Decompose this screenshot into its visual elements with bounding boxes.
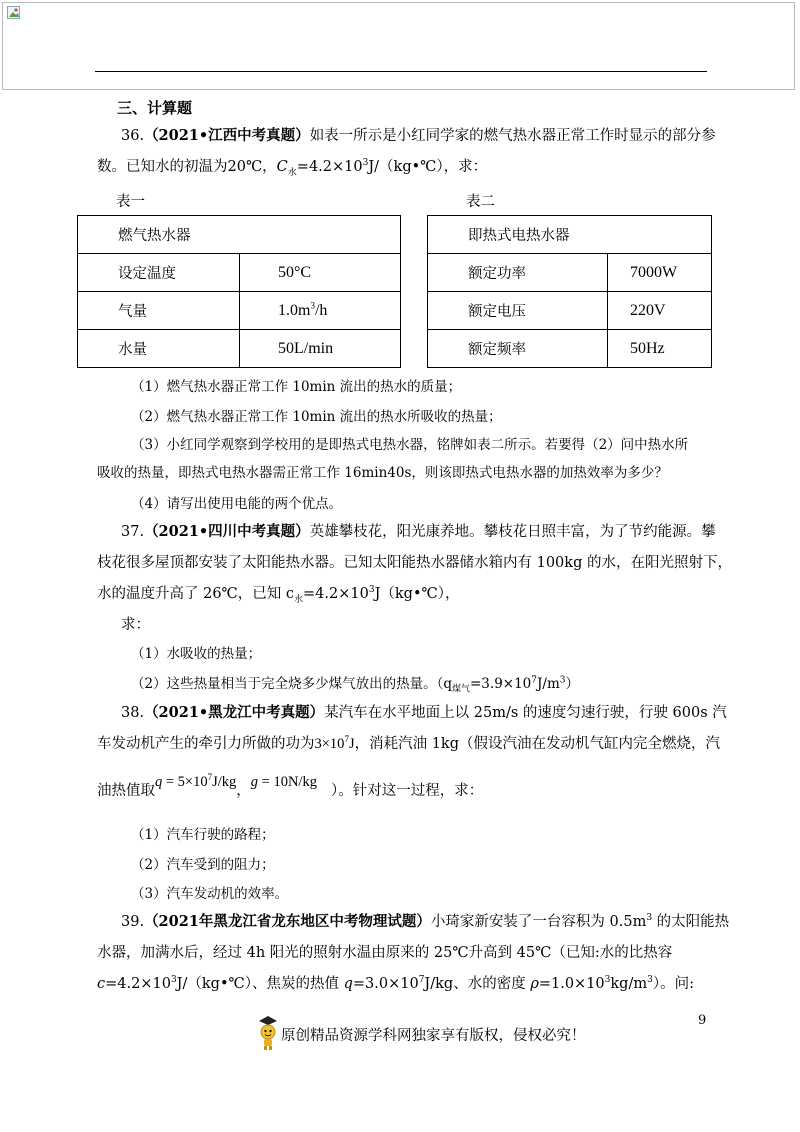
question-37-part-1: （1）水吸收的热量；	[131, 646, 262, 662]
question-36-line-2: 数。已知水的初温为20℃，$C_水=4.2\times 10^3J/(kg•℃)$，求：	[97, 158, 488, 178]
broken-image-icon	[7, 6, 21, 20]
footer-copyright: 原创精品资源学科网独家享有版权，侵权必究！	[281, 1028, 586, 1044]
table-gas-water-heater	[77, 215, 401, 368]
question-37-line-3: 水的温度升高了 26℃，已知 $c_水=4.2\times 10^3J(kg•℃)$，	[97, 585, 460, 605]
question-39-line-1: 39.（2021年黑龙江省龙东地区中考物理试题）小琦家新安装了一台容积为 $0.5m^3$ 的太阳能热	[121, 913, 730, 930]
mascot-logo-icon	[257, 1015, 279, 1051]
section-heading: 三、计算题	[117, 99, 193, 117]
table-2-title: 即热式电热水器	[428, 216, 712, 254]
question-37-part-2: （2）这些热量相当于完全烧多少煤气放出的热量。$(q_{煤气}=3.9\times 10^7J/m^3)$	[131, 675, 580, 695]
question-36-part-1: （1）燃气热水器正常工作 10min 流出的热水的质量；	[131, 379, 462, 395]
table-1-value: 50°C	[240, 254, 401, 292]
question-38-part-3: （3）汽车发动机的效率。	[131, 886, 289, 902]
question-37-line-4: 求：	[121, 617, 150, 633]
page-number: 9	[698, 1013, 707, 1028]
question-36-line-1: 36.（2021•江西中考真题）如表一所示是小红同学家的燃气热水器正常工作时显示的部分参	[121, 127, 716, 144]
question-39-line-2: 水器，加满水后，经过 4h 阳光的照射水温由原来的 25℃升高到 45℃（已知:水的比热容	[97, 945, 673, 961]
question-38-line-3: 油热值取$q = 5\times 10^7J/kg$，g = 10N/kg）。针对这一过程，求：	[97, 772, 484, 799]
table-2-caption: 表二	[466, 194, 495, 210]
question-38-line-1: 38.（2021•黑龙江中考真题）某汽车在水平地面上以 25m/s 的速度匀速行驶，行驶 600s 汽	[121, 704, 727, 721]
question-37-line-1: 37.（2021•四川中考真题）英雄攀枝花，阳光康养地。攀枝花日照丰富，为了节约能源。攀	[121, 523, 716, 540]
table-1-value: 50L/min	[240, 330, 401, 368]
table-2-label: 额定电压	[428, 292, 608, 330]
question-38-part-1: （1）汽车行驶的路程；	[131, 827, 275, 843]
table-1-value: $1.0m^3/h$	[240, 292, 401, 330]
table-instant-electric-heater	[427, 215, 712, 368]
question-38-part-2: （2）汽车受到的阻力；	[131, 857, 275, 873]
table-2-value: 220V	[608, 292, 712, 330]
table-1-label: 水量	[78, 330, 240, 368]
table-1-label: 气量	[78, 292, 240, 330]
table-2-value: 50Hz	[608, 330, 712, 368]
question-36-part-4: （4）请写出使用电能的两个优点。	[131, 496, 343, 512]
question-38-line-2: 车发动机产生的牵引力所做的功为$3\times 10^7J$，消耗汽油 1kg（假设汽油在发动机气缸内完全燃烧，汽	[97, 734, 720, 752]
table-2-value: 7000W	[608, 254, 712, 292]
table-1-caption: 表一	[116, 194, 145, 210]
question-36-part-3-line-1: （3）小红同学观察到学校用的是即热式电热水器，铭牌如表二所示。若要得（2）问中热水所	[131, 437, 689, 453]
table-2-label: 额定功率	[428, 254, 608, 292]
table-2-label: 额定频率	[428, 330, 608, 368]
question-36-part-2: （2）燃气热水器正常工作 10min 流出的热水所吸收的热量；	[131, 409, 502, 425]
question-39-line-3: $c=4.2\times 10^3J/(kg•℃)$、焦炭的热值 $q=3.0\times 10^7J/kg$、水的密度 $\rho=1.0\times 10^3kg/m^3$）。问:	[97, 975, 694, 992]
table-1-title: 燃气热水器	[78, 216, 401, 254]
header-frame	[2, 2, 795, 90]
table-1-label: 设定温度	[78, 254, 240, 292]
header-rule	[95, 71, 707, 72]
question-37-line-2: 枝花很多屋顶都安装了太阳能热水器。已知太阳能热水器储水箱内有 100kg 的水，在阳光照射下，	[97, 555, 732, 571]
question-36-part-3-line-2: 吸收的热量，即热式电热水器需正常工作 16min40s，则该即热式电热水器的加热效率为多少？	[97, 465, 668, 481]
